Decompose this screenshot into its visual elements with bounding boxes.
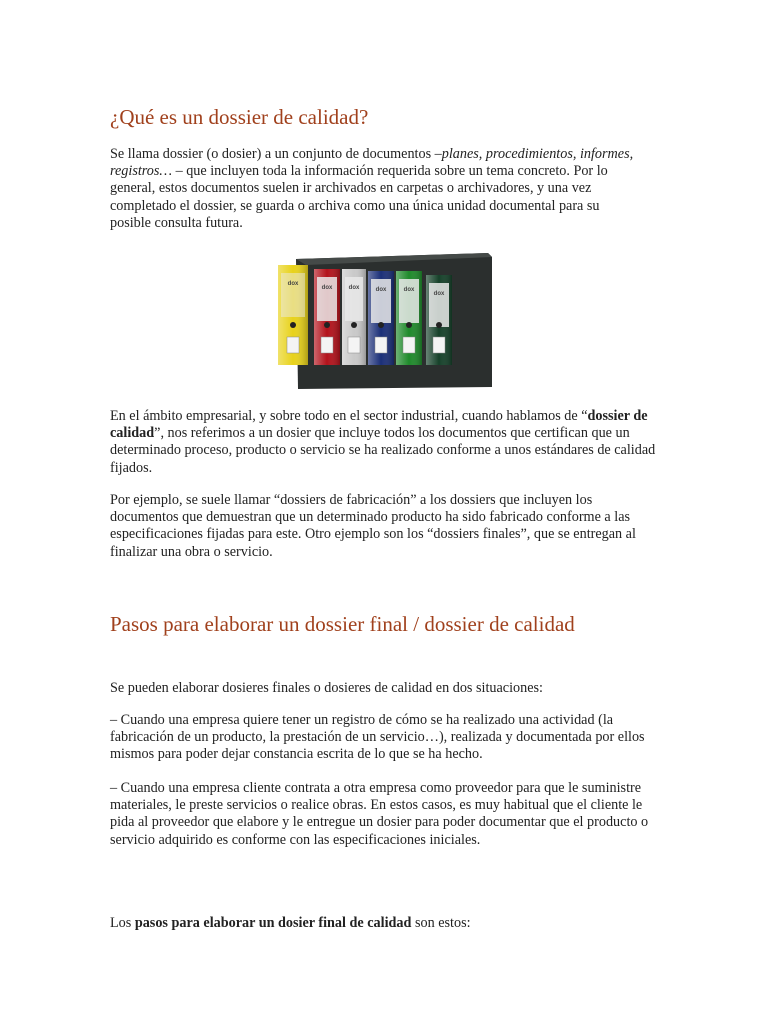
text-run: – que incluyen toda la información requerida sobre un tema concreto. Por lo general, estos documentos suelen ir archivados en carpetas o archivadores, y una vez completado el dossier, se guarda o archiva como una única unidad documental para su posible consulta futura. xyxy=(110,163,608,231)
bold-text-run: dossier de calidad xyxy=(110,408,648,442)
binder-brand: dox xyxy=(321,285,333,291)
binders-illustration xyxy=(276,249,494,391)
paragraph-situaciones: Se pueden elaborar dosieres finales o dosieres de calidad en dos situaciones: xyxy=(110,680,543,696)
paragraph-situacion-2: – Cuando una empresa cliente contrata a otra empresa como proveedor para que le suministre materiales, le preste servicios o realice obras. En estos casos, es muy habitual que el cliente le pida al proveedor que elabore y le entregue un dosier para poder documentar que el producto o servicio adquirido es conforme con las especificaciones iniciales. xyxy=(110,780,649,848)
binder-label-window xyxy=(433,337,445,353)
binder-finger-hole xyxy=(406,322,412,328)
binder-yellow xyxy=(278,265,308,365)
binders-image xyxy=(276,249,494,391)
text-run: Los xyxy=(110,915,135,931)
text-run: ”, nos referimos a un dosier que incluye todos los documentos que certifican que un determinado proceso, producto o servicio se ha realizado conforme a unos estándares de calidad fijados. xyxy=(110,425,656,476)
binder-brand: dox xyxy=(433,291,445,297)
text-run: son estos: xyxy=(411,915,471,931)
binder-label-band xyxy=(317,277,337,321)
binder-label-band xyxy=(371,279,391,323)
text-run: En el ámbito empresarial, y sobre todo en el sector industrial, cuando hablamos de “ xyxy=(110,408,588,424)
heading-que-es-dossier: ¿Qué es un dossier de calidad? xyxy=(110,105,369,129)
paragraph-ejemplo: Por ejemplo, se suele llamar “dossiers de fabricación” a los dossiers que incluyen los documentos que demuestran que un determinado producto ha sido fabricado conforme a las especificaciones fijadas para este. Otro ejemplo son los “dossiers finales”, que se entregan al finalizar una obra o servicio. xyxy=(110,492,636,560)
binder-finger-hole xyxy=(436,322,442,328)
binder-brand: dox xyxy=(348,285,360,291)
binder-label-window xyxy=(348,337,360,353)
binder-brand: dox xyxy=(287,281,299,287)
binder-label-window xyxy=(287,337,299,353)
binder-blue xyxy=(368,271,394,365)
binder-label-band xyxy=(399,279,419,323)
binder-dark-green xyxy=(426,275,452,365)
paragraph-definition xyxy=(110,146,635,232)
binder-label-window xyxy=(403,337,415,353)
binder-label-window xyxy=(375,337,387,353)
binder-brand: dox xyxy=(403,287,415,293)
binder-label-band xyxy=(345,277,363,321)
binder-red xyxy=(314,269,340,365)
binder-brand: dox xyxy=(375,287,387,293)
text-run: Se llama dossier (o dosier) a un conjunto de documentos – xyxy=(110,146,442,162)
paragraph-pasos-intro xyxy=(110,915,630,932)
heading-pasos-elaborar: Pasos para elaborar un dossier final / dossier de calidad xyxy=(110,612,575,636)
binder-grey xyxy=(342,269,366,365)
italic-text-run: planes, procedimientos, informes, registros… xyxy=(110,146,634,180)
binder-finger-hole xyxy=(351,322,357,328)
binder-finger-hole xyxy=(378,322,384,328)
binder-label-band xyxy=(429,283,449,327)
binder-finger-hole xyxy=(290,322,296,328)
binder-label-band xyxy=(281,273,305,317)
binder-finger-hole xyxy=(324,322,330,328)
paragraph-ambito-empresarial xyxy=(110,408,660,477)
paragraph-situacion-1: – Cuando una empresa quiere tener un registro de cómo se ha realizado una actividad (la fabricación de un producto, la prestación de un servicio…), realizada y documentada por ellos mismos para poder dejar constancia escrita de lo que se ha hecho. xyxy=(110,712,645,763)
binder-label-window xyxy=(321,337,333,353)
bold-text-run: pasos para elaborar un dosier final de calidad xyxy=(134,915,412,931)
binder-green xyxy=(396,271,422,365)
